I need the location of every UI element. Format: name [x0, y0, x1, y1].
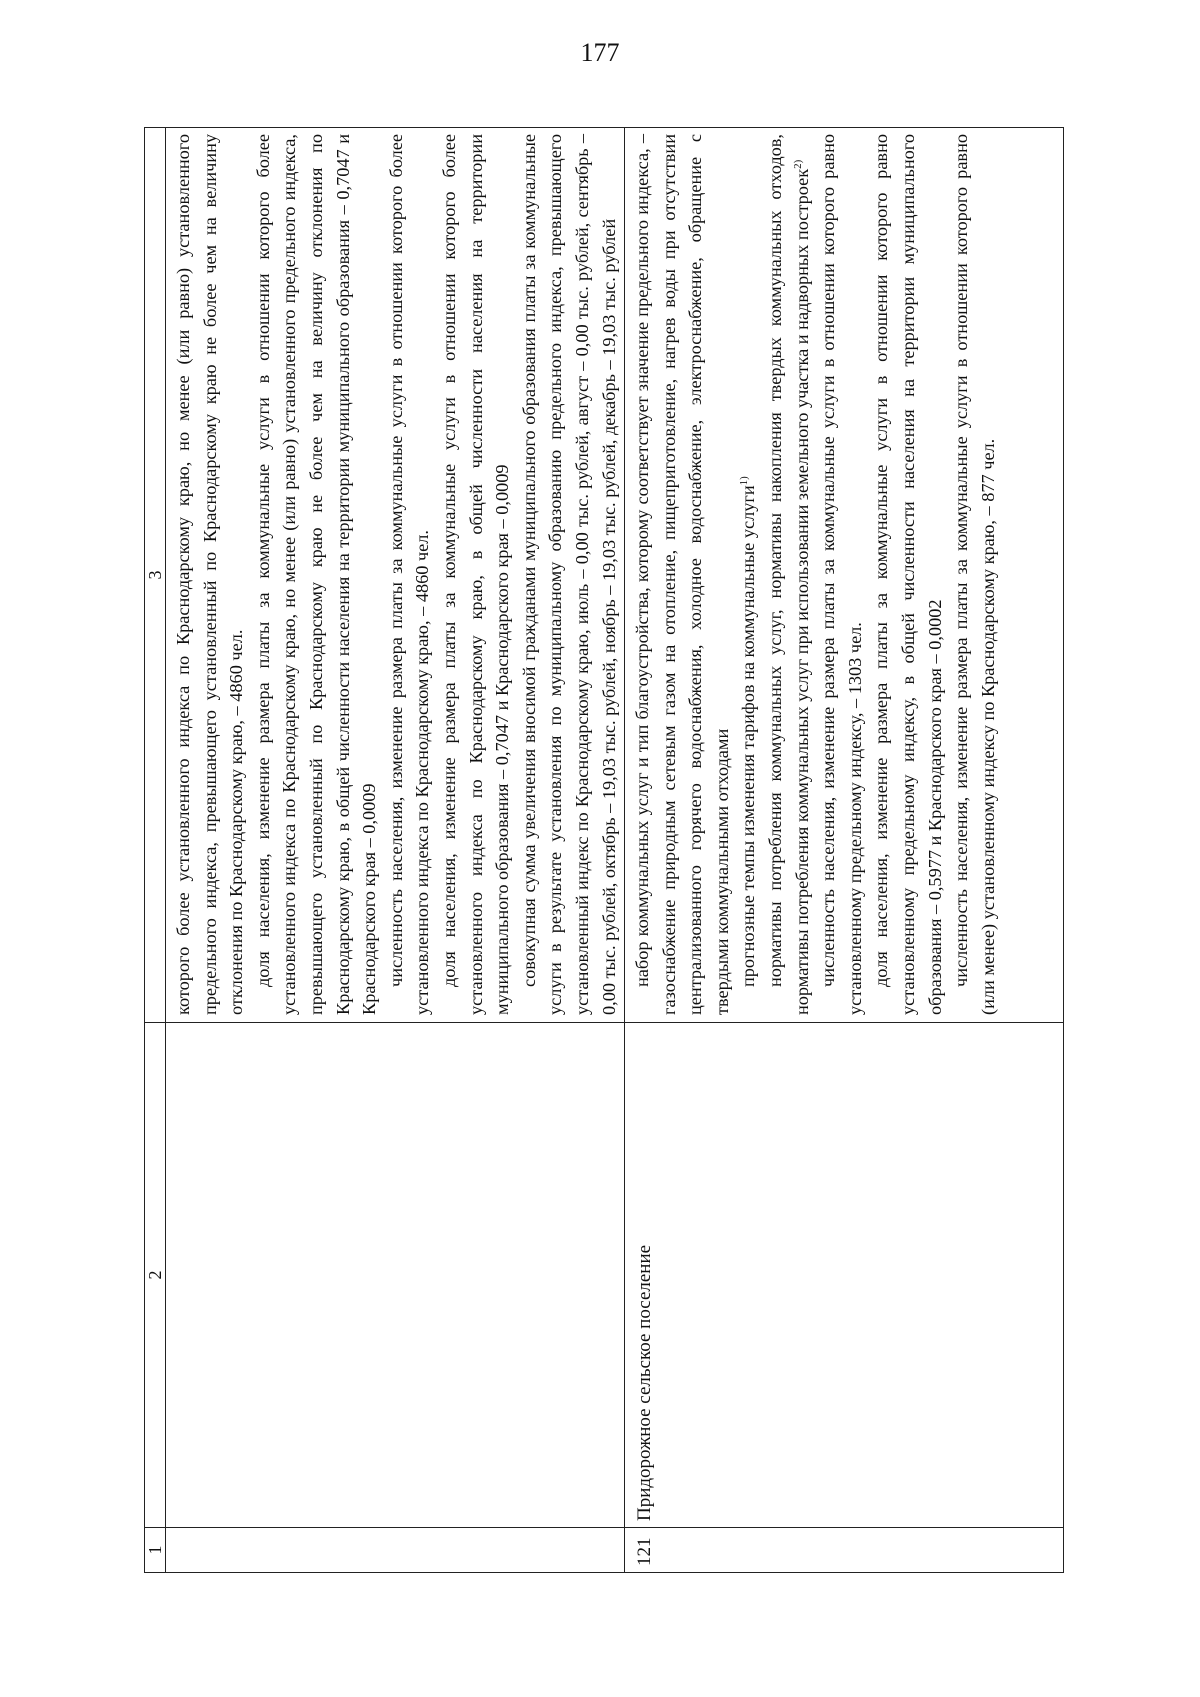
paragraph: доля населения, изменение размера платы за коммунальные услуги в отношении которого более установленного индекса по Краснодарскому краю, но менее (или равно) установленного предельного индекса, превышающего установленный по Краснодарскому краю не более чем на величину отклонения по Краснодарскому краю, в общей численности населения на территории муниципального образования – 0,7047 и Краснодарского края – 0,0009 — [252, 134, 380, 1015]
data-table — [144, 127, 1064, 1573]
row-name-cell — [166, 1023, 625, 1528]
header-col-2: 2 — [145, 1023, 166, 1528]
paragraph-text: прогнозные темпы изменения тарифов на коммунальные услуги — [738, 485, 759, 987]
paragraph: численность населения, изменение размера платы за коммунальные услуги в отношении которого более установленного индекса по Краснодарскому краю, – 4860 чел. — [385, 134, 433, 1015]
header-col-1: 1 — [145, 1528, 166, 1573]
row-description-cell — [625, 128, 1064, 1023]
row-description-cell — [166, 128, 625, 1023]
paragraph — [735, 134, 762, 1015]
page-number: 177 — [580, 38, 620, 67]
footnote-ref: 1) — [738, 476, 751, 486]
paragraph: набор коммунальных услуг и тип благоустройства, которому соответствует значение предельного индекса, – газоснабжение природным сетевым газом на отопление, пищеприготовление, нагрев воды при отсутствии централизованного горячего водоснабжения, холодное водоснабжение, электроснабжение, обращение с твердыми коммунальными отходами — [632, 134, 732, 1015]
table-row — [625, 128, 1064, 1573]
table-row — [166, 128, 625, 1573]
paragraph — [762, 134, 815, 1015]
table-header-row — [145, 128, 166, 1573]
paragraph-text: нормативы потребления коммунальных услуг, нормативы накопления твердых коммунальных отходов, нормативы потребления коммунальных услуг при использовании земельного участка и надворных построек — [765, 134, 812, 1015]
paragraph: численность населения, изменение размера платы за коммунальные услуги в отношении которого равно установленному предельному индексу, – 1303 чел. — [818, 134, 865, 1015]
paragraph: которого более установленного индекса по Краснодарскому краю, но менее (или равно) установленного предельного индекса, превышающего установленный по Краснодарскому краю не более чем на величину отклонения по Краснодарскому краю, – 4860 чел. — [173, 134, 247, 1015]
paragraph: доля населения, изменение размера платы за коммунальные услуги в отношении которого более установленного индекса по Краснодарскому краю, в общей численности населения на территории муниципального образования – 0,7047 и Краснодарского края – 0,0009 — [438, 134, 513, 1015]
paragraph: совокупная сумма увеличения вносимой гражданами муниципального образования платы за коммунальные услуги в результате установления по муниципальному образованию предельного индекса, превышающего установленный индекс по Краснодарскому краю, июль – 0,00 тыс. рублей, август – 0,00 тыс. рублей, сентябрь – 0,00 тыс. рублей, октябрь – 19,03 тыс. рублей, ноябрь – 19,03 тыс. рублей, декабрь – 19,03 тыс. рублей — [518, 134, 619, 1015]
rotated-table-container — [144, 128, 1064, 1573]
row-number-cell: 121 — [625, 1528, 1064, 1573]
row-number-cell — [166, 1528, 625, 1573]
header-col-3: 3 — [145, 128, 166, 1023]
footnote-ref: 2) — [791, 159, 804, 169]
paragraph: доля населения, изменение размера платы за коммунальные услуги в отношении которого равно установленному предельному индексу, в общей численности населения на территории муниципального образования – 0,5977 и Краснодарского края – 0,0002 — [871, 134, 945, 1015]
row-name-cell: Придорожное сельское поселение — [625, 1023, 1064, 1528]
paragraph: численность населения, изменение размера платы за коммунальные услуги в отношении которого равно (или менее) установленному индексу по Краснодарскому краю, – 877 чел. — [951, 134, 998, 1015]
